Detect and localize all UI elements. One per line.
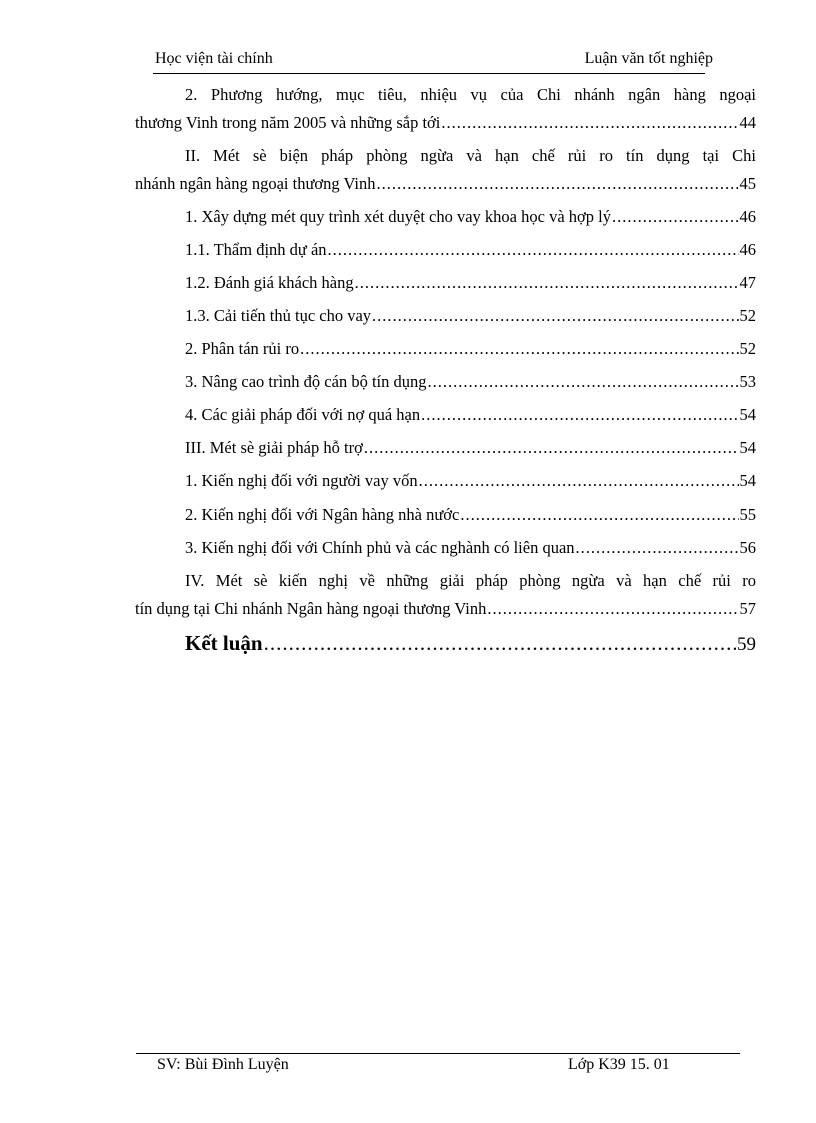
footer-student-name: SV: Bùi Đình Luyện xyxy=(157,1056,289,1073)
toc-entry[interactable] xyxy=(135,597,756,621)
toc-entry[interactable] xyxy=(185,205,756,229)
dot-leader xyxy=(364,436,739,460)
toc-entry-text: 4. Các giải pháp đối với nợ quá hạn xyxy=(185,405,421,424)
dot-leader xyxy=(376,172,738,196)
toc-page-number: 52 xyxy=(739,306,756,325)
dot-leader xyxy=(576,536,739,560)
toc-entry-text: II. Mét sè biện pháp phòng ngừa và hạn chế rủi ro tín dụng tại Chi xyxy=(185,146,756,165)
toc-entry-text: nhánh ngân hàng ngoại thương Vinh xyxy=(135,174,376,193)
toc-entry-text: 1. Kiến nghị đối với người vay vốn xyxy=(185,471,418,490)
dot-leader xyxy=(428,370,739,394)
footer-class: Lớp K39 15. 01 xyxy=(568,1056,670,1073)
toc-entry[interactable] xyxy=(185,436,756,460)
toc-entry[interactable] xyxy=(185,337,756,361)
toc-page-number: 46 xyxy=(739,207,756,226)
toc-entry-first-line xyxy=(185,144,756,168)
toc-page-number: 53 xyxy=(739,372,756,391)
toc-entry[interactable] xyxy=(135,111,756,135)
toc-entry-text: 2. Phân tán rủi ro xyxy=(185,339,300,358)
toc-entry-text: 1. Xây dựng mét quy trình xét duyệt cho vay khoa học và hợp lý xyxy=(185,207,611,226)
toc-entry[interactable] xyxy=(185,503,756,527)
toc-page-number: 54 xyxy=(739,471,756,490)
dot-leader xyxy=(612,205,739,229)
dot-leader xyxy=(460,503,738,527)
toc-page-number: 54 xyxy=(739,405,756,424)
toc-entry-text: 2. Kiến nghị đối với Ngân hàng nhà nước xyxy=(185,505,460,524)
toc-page-number: 57 xyxy=(739,599,756,618)
toc-entry-text: 3. Kiến nghị đối với Chính phủ và các nghành có liên quan xyxy=(185,538,575,557)
header-institution: Học viện tài chính xyxy=(155,50,273,67)
toc-entry-text: 2. Phương hướng, mục tiêu, nhiệu vụ của Chi nhánh ngân hàng ngoại xyxy=(185,85,756,104)
dot-leader xyxy=(421,403,738,427)
toc-entry[interactable] xyxy=(185,370,756,394)
toc-entry[interactable] xyxy=(135,172,756,196)
dot-leader xyxy=(300,337,738,361)
dot-leader xyxy=(372,304,738,328)
toc-entry-text: III. Mét sè giải pháp hỗ trợ xyxy=(185,438,363,457)
dot-leader xyxy=(264,628,736,658)
toc-page-number: 47 xyxy=(739,273,756,292)
toc-page-number: 55 xyxy=(739,505,756,524)
toc-entry-text: 1.3. Cải tiến thủ tục cho vay xyxy=(185,306,372,325)
toc-page-number: 59 xyxy=(737,634,756,655)
toc-entry[interactable] xyxy=(185,469,756,493)
toc-entry-text: IV. Mét sè kiến nghị về những giải pháp phòng ngừa và hạn chế rủi ro xyxy=(185,571,756,590)
toc-entry[interactable] xyxy=(185,536,756,560)
footer-divider xyxy=(136,1053,740,1054)
toc-entry[interactable] xyxy=(185,403,756,427)
toc-entry-text: 1.2. Đánh giá khách hàng xyxy=(185,273,354,292)
toc-entry[interactable] xyxy=(185,271,756,295)
toc-entry-text: 3. Nâng cao trình độ cán bộ tín dụng xyxy=(185,372,427,391)
toc-page-number: 52 xyxy=(739,339,756,358)
toc-entry-first-line xyxy=(185,83,756,107)
toc-page-number: 44 xyxy=(739,113,756,132)
toc-page-number: 46 xyxy=(739,240,756,259)
toc-entry-text: thương Vinh trong năm 2005 và những sắp tới xyxy=(135,113,441,132)
dot-leader xyxy=(355,271,739,295)
toc-page-number: 54 xyxy=(739,438,756,457)
toc-entry-text: 1.1. Thẩm định dự án xyxy=(185,240,327,259)
toc-entry[interactable] xyxy=(185,304,756,328)
toc-page-number: 45 xyxy=(739,174,756,193)
dot-leader xyxy=(487,597,738,621)
dot-leader xyxy=(419,469,739,493)
toc-entry-first-line xyxy=(185,569,756,593)
toc-entry-conclusion[interactable] xyxy=(185,628,756,658)
toc-entry-text: Kết luận xyxy=(185,631,263,655)
dot-leader xyxy=(328,238,739,262)
toc-entry-text: tín dụng tại Chi nhánh Ngân hàng ngoại thương Vinh xyxy=(135,599,487,618)
dot-leader xyxy=(441,111,738,135)
header-document-type: Luận văn tốt nghiệp xyxy=(584,50,713,67)
toc-entry[interactable] xyxy=(185,238,756,262)
toc-page-number: 56 xyxy=(739,538,756,557)
